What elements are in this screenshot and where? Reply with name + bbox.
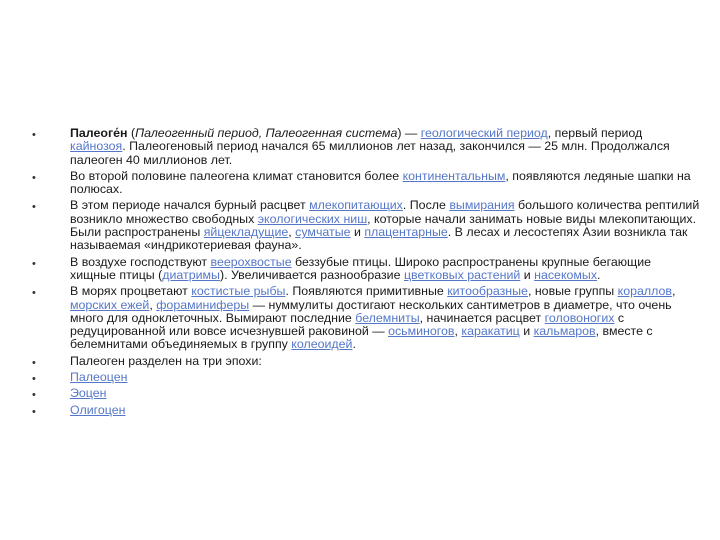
- paragraph-text: ,: [454, 324, 462, 339]
- paragraph-text: , начинается расцвет: [419, 310, 545, 325]
- bullet-marker: •: [32, 171, 36, 184]
- paragraph-text: Во второй половине палеогена климат становится более: [70, 168, 403, 183]
- wiki-link[interactable]: яйцекладущие: [203, 225, 289, 240]
- wiki-link[interactable]: млекопитающих: [309, 198, 403, 213]
- paragraph-text: и: [350, 225, 365, 240]
- paragraph-text: ,: [671, 284, 676, 299]
- paragraph-text: . Палеогеновый период начался 65 миллионов лет назад, закончился — 25 млн. Продолжался палеоген 40 миллионов лет.: [70, 139, 670, 167]
- wiki-link[interactable]: кальмаров: [533, 324, 596, 339]
- wiki-link[interactable]: Эоцен: [70, 386, 107, 401]
- epoch-bullet-list: [30, 127, 700, 420]
- paragraph-text: беззубые птицы. Широко распространены крупные бегающие хищные птицы (: [70, 254, 652, 282]
- wiki-link[interactable]: сумчатые: [295, 225, 351, 240]
- bullet-marker: •: [32, 287, 36, 300]
- wiki-link[interactable]: веерохвостые: [210, 254, 292, 269]
- bullet-marker: •: [32, 201, 36, 214]
- wiki-link[interactable]: головоногих: [544, 310, 615, 325]
- wiki-link[interactable]: фораминиферы: [156, 297, 250, 312]
- paragraph-text: , вместе с белемнитами объединяемых в группу: [70, 324, 653, 352]
- term-title: Палеоге́н: [70, 126, 128, 140]
- wiki-link[interactable]: Палеоцен: [70, 370, 128, 385]
- wiki-link[interactable]: цветковых растений: [403, 267, 521, 282]
- wiki-link[interactable]: кайнозоя: [70, 139, 123, 154]
- paragraph-text: с редуцированной или вовсе исчезнувшей раковиной —: [70, 310, 625, 339]
- paragraph-text: В этом периоде начался бурный расцвет: [70, 198, 310, 213]
- list-item: [30, 199, 700, 252]
- paragraph-text: , новые группы: [527, 284, 618, 299]
- paragraph-text: — нуммулиты достигают нескольких сантиметров в диаметре, что очень много для одноклеточных. Вымирают последние: [70, 297, 672, 325]
- list-item: [30, 127, 700, 167]
- bullet-marker: •: [32, 356, 36, 369]
- list-item: [30, 404, 700, 417]
- bullet-marker: •: [32, 257, 36, 270]
- list-item: [30, 170, 700, 197]
- wiki-link[interactable]: кораллов: [617, 284, 672, 299]
- paragraph-text: . В лесах и лесостепях Азии возникла так называемая «индрикотериевая фауна».: [70, 225, 688, 253]
- wiki-link[interactable]: морских ежей: [70, 297, 150, 312]
- wiki-link[interactable]: каракатиц: [461, 324, 520, 339]
- paragraph-text: ). Увеличивается разнообразие: [219, 267, 404, 282]
- paragraph-text: ,: [288, 225, 296, 240]
- paragraph-text: , которые начали занимать новые виды млекопитающих. Были распространены: [70, 211, 697, 240]
- wiki-link[interactable]: колеоидей: [291, 337, 353, 352]
- list-item: [30, 256, 700, 283]
- wiki-link[interactable]: диатримы: [162, 267, 220, 282]
- paragraph-text: и: [520, 267, 535, 282]
- paragraph-text: . После: [402, 198, 450, 213]
- paragraph-text: .: [597, 267, 601, 282]
- paragraph-text: .: [352, 337, 356, 352]
- paragraph-text: ,: [149, 297, 157, 312]
- wiki-link[interactable]: белемниты: [355, 310, 420, 325]
- paragraph-text: и: [519, 324, 534, 339]
- bullet-marker: •: [32, 129, 36, 141]
- list-item: [30, 371, 700, 384]
- paragraph-text: ) —: [397, 126, 421, 140]
- wiki-link[interactable]: осьминогов: [388, 324, 455, 339]
- list-item: [30, 285, 700, 351]
- paragraph-text: (: [127, 126, 136, 140]
- bullet-marker: •: [32, 389, 36, 402]
- paragraph-text: В воздухе господствуют: [70, 254, 211, 269]
- wiki-link[interactable]: континентальным: [402, 168, 506, 183]
- bullet-marker: •: [32, 405, 36, 418]
- list-item: [30, 387, 700, 400]
- paragraph-text: . Появляются примитивные: [285, 284, 448, 299]
- wiki-link[interactable]: насекомых: [534, 267, 598, 282]
- wiki-link[interactable]: костистые рыбы: [191, 284, 286, 299]
- paragraph-text: большого количества рептилий возникло множество свободных: [70, 198, 700, 226]
- wiki-link[interactable]: вымирания: [449, 198, 515, 213]
- bullet-marker: •: [32, 373, 36, 386]
- wiki-link[interactable]: китообразные: [447, 284, 528, 299]
- wiki-link[interactable]: плацентарные: [364, 225, 448, 240]
- paragraph-text: , появляются ледяные шапки на полюсах.: [70, 168, 691, 197]
- wiki-link[interactable]: геологический период: [420, 126, 548, 140]
- paragraph-text: Палеогенный период, Палеогенная система: [135, 126, 398, 140]
- paragraph-text: , первый период: [547, 126, 643, 140]
- list-item: [30, 355, 700, 368]
- wiki-link[interactable]: Олигоцен: [70, 402, 126, 417]
- paragraph-text: В морях процветают: [70, 284, 192, 299]
- wiki-link[interactable]: экологических ниш: [257, 211, 368, 226]
- paragraph-text: Палеоген разделен на три эпохи:: [70, 353, 262, 368]
